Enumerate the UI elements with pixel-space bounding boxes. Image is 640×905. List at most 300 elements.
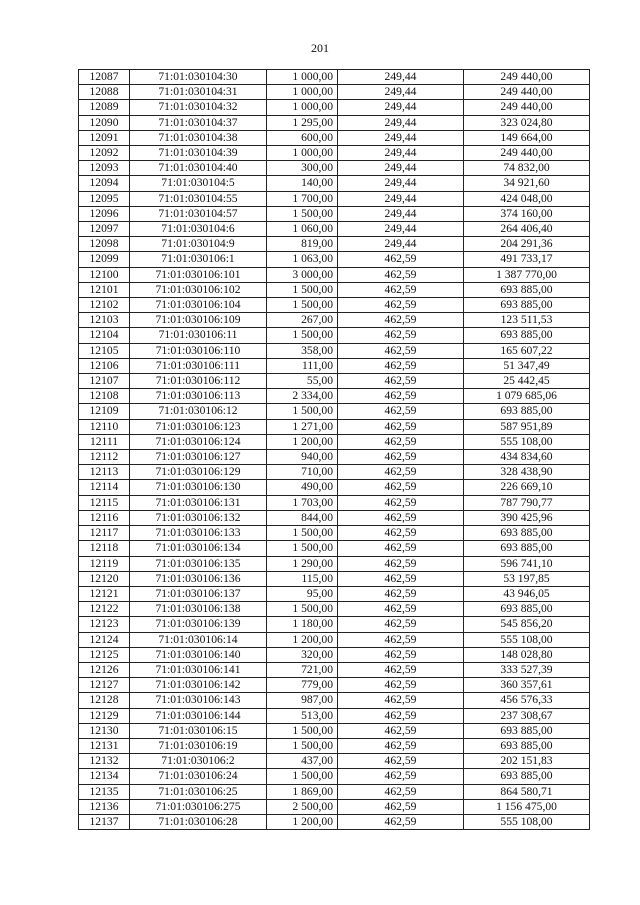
- table-row: [79, 495, 590, 510]
- area-cell: 513,00: [267, 708, 338, 723]
- cadastral-value-cell: 1 079 685,06: [464, 389, 590, 404]
- unit-value-cell: 462,59: [338, 586, 464, 601]
- row-number-cell: 12115: [79, 495, 130, 510]
- row-number-cell: 12087: [79, 70, 130, 85]
- cadastral-number-cell: 71:01:030106:144: [130, 708, 267, 723]
- cadastral-value-cell: 249 440,00: [464, 100, 590, 115]
- unit-value-cell: 462,59: [338, 526, 464, 541]
- cadastral-value-cell: 123 511,53: [464, 313, 590, 328]
- cadastral-number-cell: 71:01:030106:136: [130, 571, 267, 586]
- row-number-cell: 12089: [79, 100, 130, 115]
- unit-value-cell: 462,59: [338, 754, 464, 769]
- cadastral-number-cell: 71:01:030106:25: [130, 784, 267, 799]
- row-number-cell: 12101: [79, 282, 130, 297]
- cadastral-value-cell: 323 024,80: [464, 115, 590, 130]
- row-number-cell: 12099: [79, 252, 130, 267]
- table-row: [79, 662, 590, 677]
- row-number-cell: 12090: [79, 115, 130, 130]
- area-cell: 140,00: [267, 176, 338, 191]
- unit-value-cell: 462,59: [338, 708, 464, 723]
- area-cell: 940,00: [267, 450, 338, 465]
- unit-value-cell: 462,59: [338, 267, 464, 282]
- unit-value-cell: 462,59: [338, 769, 464, 784]
- table-row: [79, 343, 590, 358]
- area-cell: 721,00: [267, 662, 338, 677]
- unit-value-cell: 249,44: [338, 237, 464, 252]
- table-row: [79, 799, 590, 814]
- row-number-cell: 12092: [79, 146, 130, 161]
- cadastral-value-cell: 693 885,00: [464, 328, 590, 343]
- cadastral-number-cell: 71:01:030106:140: [130, 647, 267, 662]
- area-cell: 1 000,00: [267, 100, 338, 115]
- cadastral-value-cell: 555 108,00: [464, 632, 590, 647]
- area-cell: 1 500,00: [267, 328, 338, 343]
- unit-value-cell: 462,59: [338, 738, 464, 753]
- area-cell: 1 700,00: [267, 191, 338, 206]
- cadastral-number-cell: 71:01:030106:133: [130, 526, 267, 541]
- cadastral-value-cell: 693 885,00: [464, 602, 590, 617]
- unit-value-cell: 249,44: [338, 130, 464, 145]
- row-number-cell: 12132: [79, 754, 130, 769]
- unit-value-cell: 462,59: [338, 450, 464, 465]
- row-number-cell: 12135: [79, 784, 130, 799]
- cadastral-number-cell: 71:01:030106:143: [130, 693, 267, 708]
- table-row: [79, 693, 590, 708]
- row-number-cell: 12102: [79, 298, 130, 313]
- cadastral-value-cell: 374 160,00: [464, 206, 590, 221]
- cadastral-number-cell: 71:01:030106:24: [130, 769, 267, 784]
- row-number-cell: 12118: [79, 541, 130, 556]
- area-cell: 1 500,00: [267, 602, 338, 617]
- row-number-cell: 12120: [79, 571, 130, 586]
- table-row: [79, 632, 590, 647]
- cadastral-value-cell: 693 885,00: [464, 282, 590, 297]
- area-cell: 600,00: [267, 130, 338, 145]
- row-number-cell: 12130: [79, 723, 130, 738]
- cadastral-value-cell: 693 885,00: [464, 298, 590, 313]
- table-row: [79, 237, 590, 252]
- unit-value-cell: 462,59: [338, 343, 464, 358]
- cadastral-number-cell: 71:01:030106:15: [130, 723, 267, 738]
- unit-value-cell: 462,59: [338, 784, 464, 799]
- area-cell: 1 500,00: [267, 298, 338, 313]
- cadastral-value-cell: 264 406,40: [464, 222, 590, 237]
- unit-value-cell: 249,44: [338, 222, 464, 237]
- cadastral-value-cell: 226 669,10: [464, 480, 590, 495]
- cadastral-number-cell: 71:01:030106:109: [130, 313, 267, 328]
- cadastral-value-cell: 545 856,20: [464, 617, 590, 632]
- row-number-cell: 12095: [79, 191, 130, 206]
- row-number-cell: 12136: [79, 799, 130, 814]
- unit-value-cell: 462,59: [338, 298, 464, 313]
- area-cell: 111,00: [267, 358, 338, 373]
- cadastral-number-cell: 71:01:030106:124: [130, 434, 267, 449]
- area-cell: 1 063,00: [267, 252, 338, 267]
- unit-value-cell: 462,59: [338, 602, 464, 617]
- table-row: [79, 313, 590, 328]
- table-row: [79, 358, 590, 373]
- table-row: [79, 191, 590, 206]
- area-cell: 1 200,00: [267, 434, 338, 449]
- unit-value-cell: 249,44: [338, 85, 464, 100]
- area-cell: 1 290,00: [267, 556, 338, 571]
- cadastral-value-cell: 693 885,00: [464, 541, 590, 556]
- area-cell: 1 200,00: [267, 814, 338, 829]
- row-number-cell: 12098: [79, 237, 130, 252]
- cadastral-number-cell: 71:01:030104:31: [130, 85, 267, 100]
- area-cell: 1 500,00: [267, 769, 338, 784]
- cadastral-value-cell: 249 440,00: [464, 146, 590, 161]
- cadastral-value-cell: 149 664,00: [464, 130, 590, 145]
- table-row: [79, 130, 590, 145]
- table-row: [79, 480, 590, 495]
- cadastral-value-cell: 693 885,00: [464, 738, 590, 753]
- area-cell: 490,00: [267, 480, 338, 495]
- table-row: [79, 602, 590, 617]
- area-cell: 1 703,00: [267, 495, 338, 510]
- area-cell: 1 869,00: [267, 784, 338, 799]
- table-row: [79, 267, 590, 282]
- row-number-cell: 12131: [79, 738, 130, 753]
- cadastral-number-cell: 71:01:030106:131: [130, 495, 267, 510]
- page-number: 201: [311, 41, 329, 55]
- area-cell: 1 180,00: [267, 617, 338, 632]
- cadastral-number-cell: 71:01:030104:57: [130, 206, 267, 221]
- unit-value-cell: 249,44: [338, 146, 464, 161]
- cadastral-value-cell: 434 834,60: [464, 450, 590, 465]
- cadastral-number-cell: 71:01:030106:19: [130, 738, 267, 753]
- table-row: [79, 389, 590, 404]
- table-row: [79, 374, 590, 389]
- cadastral-number-cell: 71:01:030106:102: [130, 282, 267, 297]
- cadastral-number-cell: 71:01:030104:39: [130, 146, 267, 161]
- area-cell: 1 060,00: [267, 222, 338, 237]
- unit-value-cell: 462,59: [338, 480, 464, 495]
- cadastral-value-cell: 360 357,61: [464, 678, 590, 693]
- unit-value-cell: 462,59: [338, 571, 464, 586]
- cadastral-value-cell: 249 440,00: [464, 70, 590, 85]
- cadastral-value-cell: 555 108,00: [464, 814, 590, 829]
- cadastral-value-cell: 53 197,85: [464, 571, 590, 586]
- row-number-cell: 12129: [79, 708, 130, 723]
- area-cell: 1 271,00: [267, 419, 338, 434]
- unit-value-cell: 462,59: [338, 389, 464, 404]
- row-number-cell: 12125: [79, 647, 130, 662]
- area-cell: 115,00: [267, 571, 338, 586]
- cadastral-number-cell: 71:01:030106:104: [130, 298, 267, 313]
- area-cell: 1 295,00: [267, 115, 338, 130]
- cadastral-value-cell: 34 921,60: [464, 176, 590, 191]
- row-number-cell: 12116: [79, 510, 130, 525]
- table-row: [79, 647, 590, 662]
- unit-value-cell: 462,59: [338, 799, 464, 814]
- unit-value-cell: 462,59: [338, 328, 464, 343]
- table-row: [79, 100, 590, 115]
- cadastral-number-cell: 71:01:030104:30: [130, 70, 267, 85]
- row-number-cell: 12134: [79, 769, 130, 784]
- table-row: [79, 298, 590, 313]
- table-row: [79, 222, 590, 237]
- unit-value-cell: 462,59: [338, 723, 464, 738]
- row-number-cell: 12100: [79, 267, 130, 282]
- cadastral-value-cell: 693 885,00: [464, 526, 590, 541]
- area-cell: 1 500,00: [267, 723, 338, 738]
- table-row: [79, 814, 590, 829]
- cadastral-value-cell: 74 832,00: [464, 161, 590, 176]
- cadastral-number-cell: 71:01:030106:134: [130, 541, 267, 556]
- row-number-cell: 12124: [79, 632, 130, 647]
- table-row: [79, 556, 590, 571]
- row-number-cell: 12093: [79, 161, 130, 176]
- area-cell: 95,00: [267, 586, 338, 601]
- unit-value-cell: 462,59: [338, 814, 464, 829]
- cadastral-number-cell: 71:01:030106:141: [130, 662, 267, 677]
- row-number-cell: 12096: [79, 206, 130, 221]
- cadastral-number-cell: 71:01:030104:6: [130, 222, 267, 237]
- area-cell: 1 500,00: [267, 404, 338, 419]
- unit-value-cell: 462,59: [338, 434, 464, 449]
- row-number-cell: 12112: [79, 450, 130, 465]
- cadastral-value-cell: 249 440,00: [464, 85, 590, 100]
- table-row: [79, 465, 590, 480]
- cadastral-number-cell: 71:01:030104:32: [130, 100, 267, 115]
- unit-value-cell: 462,59: [338, 282, 464, 297]
- area-cell: 3 000,00: [267, 267, 338, 282]
- cadastral-value-table: [78, 69, 590, 830]
- row-number-cell: 12088: [79, 85, 130, 100]
- area-cell: 358,00: [267, 343, 338, 358]
- unit-value-cell: 249,44: [338, 70, 464, 85]
- cadastral-number-cell: 71:01:030106:12: [130, 404, 267, 419]
- cadastral-value-cell: 456 576,33: [464, 693, 590, 708]
- cadastral-number-cell: 71:01:030106:113: [130, 389, 267, 404]
- area-cell: 1 500,00: [267, 738, 338, 753]
- cadastral-value-cell: 43 946,05: [464, 586, 590, 601]
- row-number-cell: 12105: [79, 343, 130, 358]
- area-cell: 1 500,00: [267, 541, 338, 556]
- table-row: [79, 206, 590, 221]
- table-row: [79, 571, 590, 586]
- row-number-cell: 12113: [79, 465, 130, 480]
- cadastral-value-cell: 51 347,49: [464, 358, 590, 373]
- table-body: [79, 70, 590, 830]
- unit-value-cell: 462,59: [338, 693, 464, 708]
- table-row: [79, 419, 590, 434]
- area-cell: 819,00: [267, 237, 338, 252]
- area-cell: 55,00: [267, 374, 338, 389]
- row-number-cell: 12123: [79, 617, 130, 632]
- row-number-cell: 12094: [79, 176, 130, 191]
- cadastral-value-cell: 25 442,45: [464, 374, 590, 389]
- table-row: [79, 450, 590, 465]
- unit-value-cell: 249,44: [338, 115, 464, 130]
- table-row: [79, 176, 590, 191]
- cadastral-value-cell: 787 790,77: [464, 495, 590, 510]
- cadastral-value-cell: 491 733,17: [464, 252, 590, 267]
- row-number-cell: 12127: [79, 678, 130, 693]
- area-cell: 779,00: [267, 678, 338, 693]
- row-number-cell: 12114: [79, 480, 130, 495]
- cadastral-number-cell: 71:01:030106:28: [130, 814, 267, 829]
- cadastral-number-cell: 71:01:030106:127: [130, 450, 267, 465]
- unit-value-cell: 462,59: [338, 404, 464, 419]
- table-row: [79, 541, 590, 556]
- row-number-cell: 12110: [79, 419, 130, 434]
- row-number-cell: 12121: [79, 586, 130, 601]
- table-row: [79, 723, 590, 738]
- unit-value-cell: 462,59: [338, 374, 464, 389]
- unit-value-cell: 462,59: [338, 678, 464, 693]
- unit-value-cell: 249,44: [338, 176, 464, 191]
- row-number-cell: 12108: [79, 389, 130, 404]
- table-row: [79, 115, 590, 130]
- cadastral-number-cell: 71:01:030106:2: [130, 754, 267, 769]
- area-cell: 2 334,00: [267, 389, 338, 404]
- row-number-cell: 12097: [79, 222, 130, 237]
- cadastral-value-cell: 693 885,00: [464, 404, 590, 419]
- area-cell: 1 500,00: [267, 206, 338, 221]
- unit-value-cell: 462,59: [338, 252, 464, 267]
- area-cell: 320,00: [267, 647, 338, 662]
- cadastral-number-cell: 71:01:030104:38: [130, 130, 267, 145]
- area-cell: 267,00: [267, 313, 338, 328]
- cadastral-value-cell: 390 425,96: [464, 510, 590, 525]
- cadastral-value-cell: 555 108,00: [464, 434, 590, 449]
- table-row: [79, 404, 590, 419]
- unit-value-cell: 462,59: [338, 632, 464, 647]
- unit-value-cell: 462,59: [338, 617, 464, 632]
- cadastral-number-cell: 71:01:030104:40: [130, 161, 267, 176]
- cadastral-value-cell: 1 387 770,00: [464, 267, 590, 282]
- cadastral-number-cell: 71:01:030104:37: [130, 115, 267, 130]
- cadastral-number-cell: 71:01:030104:5: [130, 176, 267, 191]
- table-row: [79, 146, 590, 161]
- area-cell: 1 500,00: [267, 526, 338, 541]
- unit-value-cell: 462,59: [338, 510, 464, 525]
- table-row: [79, 678, 590, 693]
- area-cell: 1 000,00: [267, 85, 338, 100]
- cadastral-value-cell: 587 951,89: [464, 419, 590, 434]
- cadastral-value-cell: 237 308,67: [464, 708, 590, 723]
- area-cell: 1 500,00: [267, 282, 338, 297]
- area-cell: 1 200,00: [267, 632, 338, 647]
- unit-value-cell: 462,59: [338, 465, 464, 480]
- row-number-cell: 12119: [79, 556, 130, 571]
- unit-value-cell: 249,44: [338, 191, 464, 206]
- table-row: [79, 526, 590, 541]
- cadastral-value-cell: 693 885,00: [464, 769, 590, 784]
- table-row: [79, 738, 590, 753]
- cadastral-number-cell: 71:01:030106:129: [130, 465, 267, 480]
- unit-value-cell: 462,59: [338, 419, 464, 434]
- table-row: [79, 708, 590, 723]
- cadastral-number-cell: 71:01:030106:11: [130, 328, 267, 343]
- cadastral-number-cell: 71:01:030106:142: [130, 678, 267, 693]
- row-number-cell: 12117: [79, 526, 130, 541]
- cadastral-value-cell: 202 151,83: [464, 754, 590, 769]
- unit-value-cell: 249,44: [338, 161, 464, 176]
- table-row: [79, 769, 590, 784]
- area-cell: 710,00: [267, 465, 338, 480]
- row-number-cell: 12091: [79, 130, 130, 145]
- unit-value-cell: 462,59: [338, 495, 464, 510]
- cadastral-number-cell: 71:01:030106:132: [130, 510, 267, 525]
- cadastral-number-cell: 71:01:030106:135: [130, 556, 267, 571]
- row-number-cell: 12104: [79, 328, 130, 343]
- row-number-cell: 12126: [79, 662, 130, 677]
- cadastral-number-cell: 71:01:030106:110: [130, 343, 267, 358]
- cadastral-number-cell: 71:01:030106:139: [130, 617, 267, 632]
- cadastral-number-cell: 71:01:030106:130: [130, 480, 267, 495]
- table-row: [79, 510, 590, 525]
- row-number-cell: 12122: [79, 602, 130, 617]
- cadastral-number-cell: 71:01:030104:55: [130, 191, 267, 206]
- area-cell: 1 000,00: [267, 70, 338, 85]
- table-row: [79, 252, 590, 267]
- table-row: [79, 434, 590, 449]
- cadastral-number-cell: 71:01:030106:14: [130, 632, 267, 647]
- table-row: [79, 85, 590, 100]
- table-row: [79, 161, 590, 176]
- row-number-cell: 12111: [79, 434, 130, 449]
- row-number-cell: 12137: [79, 814, 130, 829]
- row-number-cell: 12103: [79, 313, 130, 328]
- table-row: [79, 586, 590, 601]
- unit-value-cell: 462,59: [338, 647, 464, 662]
- area-cell: 1 000,00: [267, 146, 338, 161]
- cadastral-number-cell: 71:01:030104:9: [130, 237, 267, 252]
- cadastral-value-cell: 204 291,36: [464, 237, 590, 252]
- table-row: [79, 784, 590, 799]
- unit-value-cell: 462,59: [338, 662, 464, 677]
- cadastral-number-cell: 71:01:030106:275: [130, 799, 267, 814]
- cadastral-value-cell: 165 607,22: [464, 343, 590, 358]
- unit-value-cell: 249,44: [338, 100, 464, 115]
- cadastral-number-cell: 71:01:030106:101: [130, 267, 267, 282]
- table-row: [79, 328, 590, 343]
- cadastral-number-cell: 71:01:030106:111: [130, 358, 267, 373]
- unit-value-cell: 462,59: [338, 313, 464, 328]
- row-number-cell: 12128: [79, 693, 130, 708]
- table-row: [79, 70, 590, 85]
- cadastral-number-cell: 71:01:030106:138: [130, 602, 267, 617]
- row-number-cell: 12106: [79, 358, 130, 373]
- area-cell: 300,00: [267, 161, 338, 176]
- cadastral-value-cell: 1 156 475,00: [464, 799, 590, 814]
- unit-value-cell: 462,59: [338, 358, 464, 373]
- cadastral-number-cell: 71:01:030106:112: [130, 374, 267, 389]
- area-cell: 2 500,00: [267, 799, 338, 814]
- cadastral-value-cell: 424 048,00: [464, 191, 590, 206]
- unit-value-cell: 462,59: [338, 541, 464, 556]
- unit-value-cell: 462,59: [338, 556, 464, 571]
- cadastral-value-cell: 864 580,71: [464, 784, 590, 799]
- cadastral-value-cell: 596 741,10: [464, 556, 590, 571]
- area-cell: 437,00: [267, 754, 338, 769]
- cadastral-value-cell: 328 438,90: [464, 465, 590, 480]
- row-number-cell: 12107: [79, 374, 130, 389]
- table-row: [79, 282, 590, 297]
- cadastral-number-cell: 71:01:030106:1: [130, 252, 267, 267]
- cadastral-value-cell: 333 527,39: [464, 662, 590, 677]
- cadastral-value-cell: 693 885,00: [464, 723, 590, 738]
- unit-value-cell: 249,44: [338, 206, 464, 221]
- area-cell: 844,00: [267, 510, 338, 525]
- cadastral-value-cell: 148 028,80: [464, 647, 590, 662]
- area-cell: 987,00: [267, 693, 338, 708]
- row-number-cell: 12109: [79, 404, 130, 419]
- table-row: [79, 754, 590, 769]
